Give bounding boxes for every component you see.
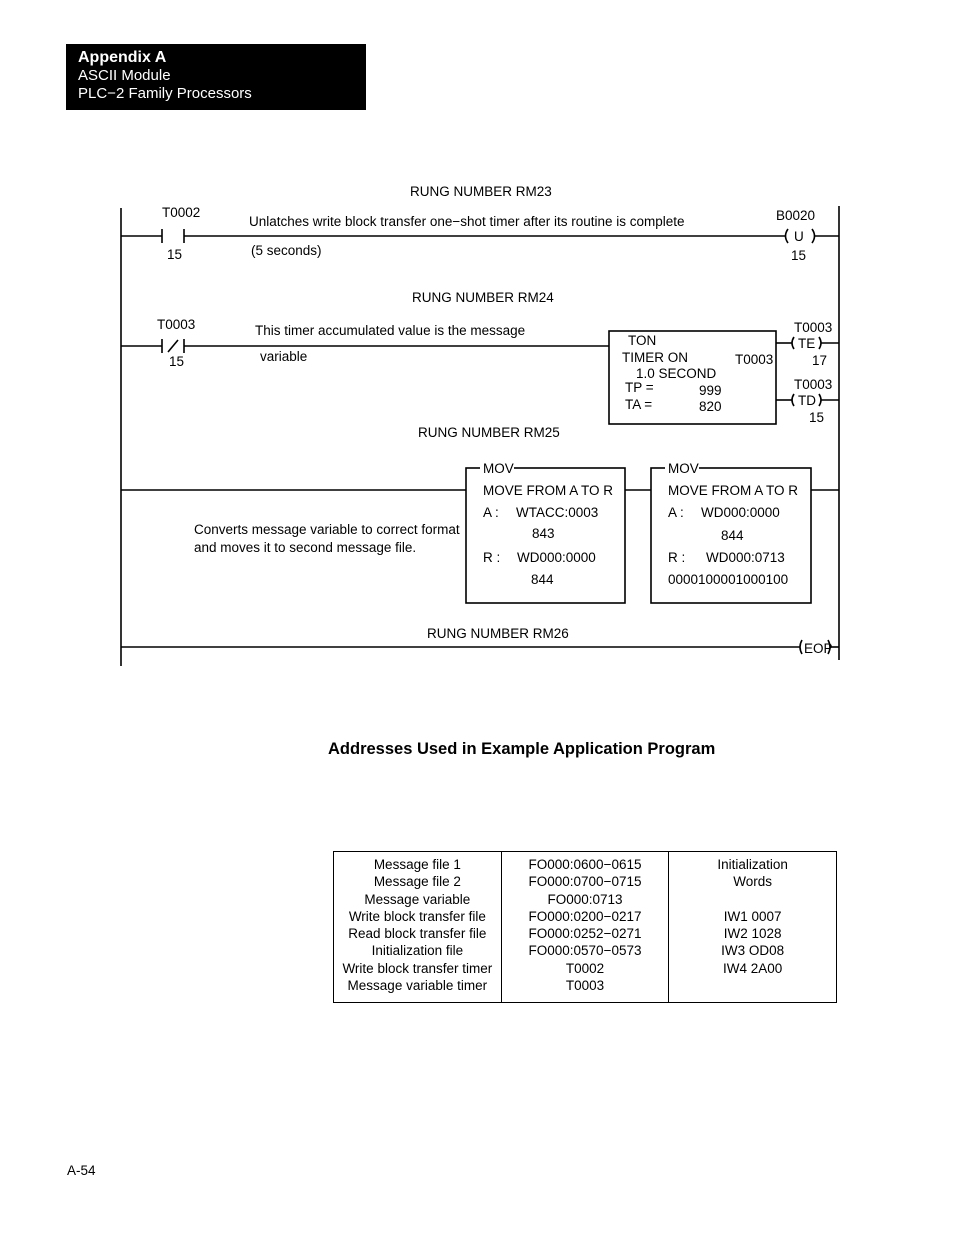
coil-b0020-bit: 15	[791, 248, 807, 263]
module-subtitle: ASCII Module	[78, 67, 171, 84]
table-cell: Read block transfer file	[348, 926, 487, 942]
eop-coil	[800, 640, 802, 654]
mov1-a-label: A :	[483, 505, 499, 520]
rung-rm23-comment-line1: Unlatches write block transfer one−shot timer after its routine is complete	[249, 214, 685, 229]
rung-rm26-label: RUNG NUMBER RM26	[427, 626, 569, 641]
address-values-column	[501, 852, 669, 1002]
table-cell: FO000:0570−0573	[528, 943, 642, 959]
mov2-r-value: 0000100001000100	[668, 572, 789, 587]
rung-rm25-label: RUNG NUMBER RM25	[418, 425, 560, 440]
table-cell: IW4 2A00	[723, 960, 783, 976]
mov2-r-address: WD000:0713	[706, 550, 785, 565]
table-cell: Message file 1	[373, 857, 461, 872]
table-cell: Write block transfer timer	[342, 960, 493, 976]
rung-rm24-comment-line2: variable	[260, 349, 308, 364]
addresses-section-title: Addresses Used in Example Application Program	[328, 740, 716, 758]
timer-ta-value: 820	[699, 399, 722, 414]
table-cell: FO000:0713	[547, 891, 623, 907]
eop-label: EOP	[804, 641, 833, 656]
mov1-r-value: 844	[531, 572, 554, 587]
address-names-column	[334, 852, 501, 1002]
contact-t0003-bit: 15	[169, 354, 185, 369]
contact-t0002-bit: 15	[167, 247, 183, 262]
table-cell: T0003	[565, 978, 605, 994]
table-cell: IW2 1028	[723, 926, 782, 942]
table-cell: FO000:0252−0271	[528, 926, 642, 942]
mov2-title: MOV	[668, 461, 699, 476]
init-words-title-line1: Initialization	[717, 857, 788, 872]
table-cell: Message file 2	[373, 874, 461, 890]
table-cell: Initialization file	[371, 943, 464, 959]
mov2-r-label: R :	[668, 550, 686, 565]
timer-tp-label: TP =	[625, 380, 654, 395]
table-cell: T0002	[565, 960, 605, 976]
te-output	[792, 337, 794, 349]
addresses-table	[333, 851, 837, 1003]
td-output-bit: 15	[809, 410, 825, 425]
mov1-r-label: R :	[483, 550, 501, 565]
mov2-a-label: A :	[668, 505, 684, 520]
page-number: A-54	[67, 1163, 96, 1178]
mov1-r-address: WD000:0000	[517, 550, 596, 565]
timer-type: TON	[628, 333, 657, 348]
coil-b0020	[786, 229, 789, 243]
table-cell: IW3 OD08	[721, 943, 785, 959]
rung-rm23-label: RUNG NUMBER RM23	[410, 184, 552, 199]
table-cell: IW1 0007	[723, 908, 782, 924]
rung-rm25-comment-line1: Converts message variable to correct format	[194, 522, 460, 537]
td-output-address: T0003	[794, 377, 833, 392]
te-output-bit: 17	[812, 353, 828, 368]
mov2-a-value: 844	[721, 528, 744, 543]
timer-line1: TIMER ON	[622, 350, 688, 365]
timer-ta-label: TA =	[625, 397, 653, 412]
table-cell: FO000:0600−0615	[528, 857, 642, 872]
mov2-description: MOVE FROM A TO R	[668, 483, 799, 498]
td-output-type: TD	[798, 393, 816, 408]
mov1-description: MOVE FROM A TO R	[483, 483, 614, 498]
timer-address: T0003	[735, 352, 774, 367]
contact-t0002-address: T0002	[162, 205, 201, 220]
rung-rm25-comment-line2: and moves it to second message file.	[194, 540, 417, 555]
rung-rm24-label: RUNG NUMBER RM24	[412, 290, 554, 305]
rung-rm23-comment-line2: (5 seconds)	[251, 243, 322, 258]
table-cell: Write block transfer file	[348, 908, 486, 924]
table-cell: FO000:0200−0217	[528, 908, 642, 924]
coil-b0020-address: B0020	[776, 208, 816, 223]
contact-t0003-address: T0003	[157, 317, 196, 332]
te-output-address: T0003	[794, 320, 833, 335]
timer-time-base: 1.0 SECOND	[636, 366, 717, 381]
te-output-type: TE	[798, 336, 816, 351]
table-cell: FO000:0700−0715	[528, 874, 642, 890]
mov2-a-address: WD000:0000	[701, 505, 780, 520]
processor-subtitle: PLC−2 Family Processors	[78, 85, 252, 102]
timer-tp-value: 999	[699, 383, 722, 398]
mov1-a-value: 843	[532, 526, 555, 541]
table-cell: Message variable timer	[347, 978, 488, 994]
table-cell: Message variable	[364, 891, 471, 907]
rung-rm24-comment-line1: This timer accumulated value is the message	[255, 323, 526, 338]
mov1-title: MOV	[483, 461, 514, 476]
appendix-title: Appendix A	[78, 49, 167, 66]
mov1-a-address: WTACC:0003	[516, 505, 599, 520]
init-words-title-line2: Words	[733, 874, 773, 890]
coil-b0020-type: U	[794, 229, 804, 244]
initialization-words-column	[668, 852, 836, 1002]
td-output	[792, 394, 794, 406]
